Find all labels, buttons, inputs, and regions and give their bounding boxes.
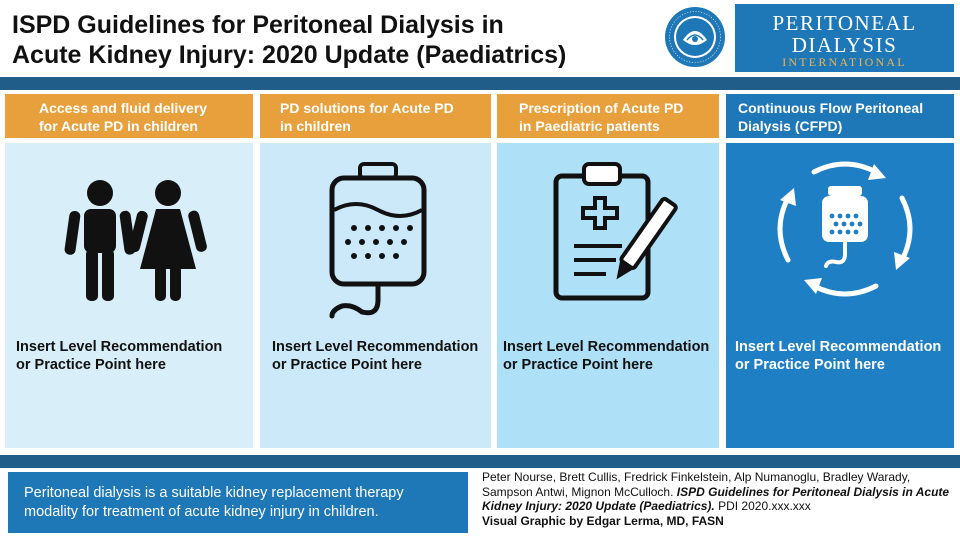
citation-authors-line-2: Sampson Antwi, Mignon McCulloch.: [482, 484, 674, 499]
title-line-1: ISPD Guidelines for Peritoneal Dialysis in: [12, 11, 504, 39]
summary-line-1: Peritoneal dialysis is a suitable kidney replacement therapy: [24, 485, 404, 501]
journal-logo-line-3: INTERNATIONAL: [782, 55, 907, 69]
column-heading-line-1: Continuous Flow Peritoneal: [738, 100, 924, 116]
column-heading-line-2: for Acute PD in children: [39, 118, 198, 134]
recommendation-text-access: [16, 338, 251, 374]
visual-credit: Visual Graphic by Edgar Lerma, MD, FASN: [482, 513, 724, 528]
recommendation-line-1: Insert Level Recommendation: [272, 339, 479, 355]
clipboard-prescription-icon: [548, 160, 678, 305]
column-heading-line-1: Access and fluid delivery: [39, 100, 208, 116]
recommendation-line-1: Insert Level Recommendation: [503, 339, 710, 355]
header-divider-bar: [0, 77, 960, 90]
column-heading-line-1: Prescription of Acute PD: [519, 100, 684, 116]
recommendation-line-1: Insert Level Recommendation: [16, 339, 223, 355]
header: [0, 0, 960, 78]
recommendation-line-2: or Practice Point here: [272, 357, 422, 373]
citation: [482, 470, 952, 528]
ispd-seal-logo: [664, 6, 726, 68]
continuous-flow-icon: [770, 154, 920, 304]
column-heading-line-2: Dialysis (CFPD): [738, 118, 843, 134]
recommendation-text-cfpd: [735, 338, 954, 374]
column-heading-line-2: in Paediatric patients: [519, 118, 660, 134]
column-heading-line-2: in children: [280, 118, 351, 134]
column-heading-prescription: [497, 94, 719, 138]
journal-logo-line-2: DIALYSIS: [791, 33, 898, 57]
recommendation-text-solutions: [272, 338, 491, 374]
citation-paper-title: ISPD Guidelines for Peritoneal Dialysis in Acute Kidney Injury: 2020 Update (Paediatrics).: [482, 484, 950, 513]
footer-divider-bar: [0, 455, 960, 468]
journal-logo: [735, 4, 954, 72]
page-title: [12, 10, 632, 70]
recommendation-line-2: or Practice Point here: [735, 357, 885, 373]
summary-box: [8, 472, 468, 533]
journal-logo-line-1: PERITONEAL: [772, 11, 917, 35]
title-line-2: Acute Kidney Injury: 2020 Update (Paediatrics): [12, 41, 567, 69]
column-heading-access: [5, 94, 253, 138]
citation-authors-line-1: Peter Nourse, Brett Cullis, Fredrick Finkelstein, Alp Numanoglu, Bradley Warady,: [482, 470, 911, 484]
column-heading-cfpd: [726, 94, 954, 138]
column-heading-solutions: [260, 94, 491, 138]
dialysis-bag-icon: [318, 160, 438, 320]
citation-line-2: [482, 485, 952, 514]
recommendation-line-2: or Practice Point here: [16, 357, 166, 373]
summary-line-2: modality for treatment of acute kidney injury in children.: [24, 504, 379, 520]
recommendation-text-prescription: [503, 338, 719, 374]
recommendation-line-1: Insert Level Recommendation: [735, 339, 942, 355]
column-heading-line-1: PD solutions for Acute PD: [280, 100, 454, 116]
citation-journal-ref: PDI 2020.xxx.xxx: [718, 499, 811, 513]
recommendation-line-2: or Practice Point here: [503, 357, 653, 373]
children-icon: [62, 175, 212, 305]
